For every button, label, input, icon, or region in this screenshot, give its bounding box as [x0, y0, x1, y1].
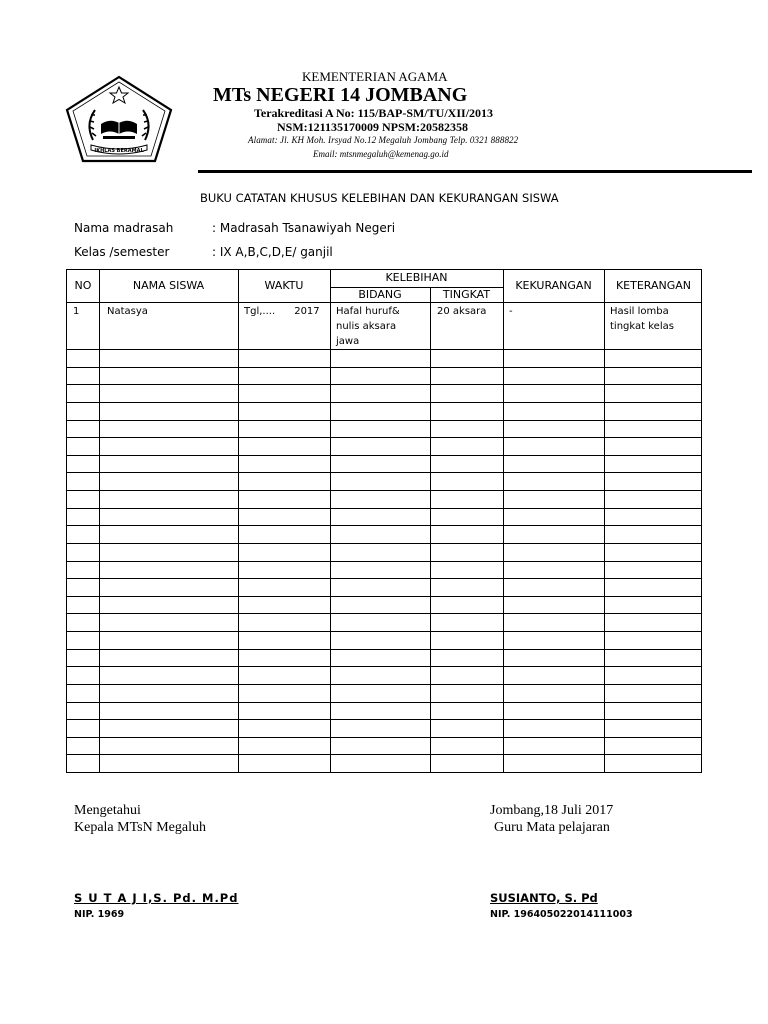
row-divider — [67, 420, 701, 421]
logo-motto-text: IKHLAS BERAMAL — [94, 148, 144, 154]
row-divider — [67, 649, 701, 650]
cell-waktu: Tgl,.... 2017 — [244, 306, 320, 317]
col-divider — [430, 287, 431, 772]
cell-bidang-line: nulis aksara — [336, 321, 397, 332]
header-no: NO — [74, 279, 92, 292]
row-divider — [67, 525, 701, 526]
row-divider — [67, 472, 701, 473]
accreditation-text: Terakreditasi A No: 115/BAP-SM/TU/XII/2013 — [254, 106, 494, 120]
cell-nama-siswa: Natasya — [107, 306, 148, 317]
header-kelebihan: KELEBIHAN — [385, 271, 448, 284]
cell-bidang-line: Hafal huruf& — [336, 306, 400, 317]
row-divider — [67, 737, 701, 738]
header-bottom-line — [67, 302, 701, 303]
cell-keterangan-line: tingkat kelas — [610, 321, 674, 332]
place-date-text: Jombang,18 Juli 2017 — [490, 803, 614, 818]
document-title: BUKU CATATAN KHUSUS KELEBIHAN DAN KEKURANGAN SISWA — [200, 191, 559, 205]
headmaster-name: S U T A J I,S. Pd. M.Pd — [74, 891, 239, 905]
ministry-emblem-logo — [63, 74, 175, 164]
cell-bidang-line: jawa — [336, 336, 360, 347]
teacher-name: SUSIANTO, S. Pd — [490, 891, 598, 905]
row-divider — [67, 719, 701, 720]
row-divider — [67, 702, 701, 703]
header-bidang: BIDANG — [358, 288, 402, 301]
cell-keterangan-line: Hasil lomba — [610, 306, 669, 317]
row-divider — [67, 561, 701, 562]
address-text: Alamat: Jl. KH Moh. Irsyad No.12 Megaluh Jombang Telp. 0321 888822 — [248, 135, 519, 145]
records-table — [66, 269, 702, 773]
col-divider — [503, 270, 504, 772]
teacher-nip: NIP. 196405022014111003 — [490, 909, 633, 920]
row-divider — [67, 349, 701, 350]
headmaster-title: Kepala MTsN Megaluh — [74, 820, 206, 835]
row-divider — [67, 455, 701, 456]
col-divider — [330, 270, 331, 772]
row-divider — [67, 754, 701, 755]
cell-kekurangan: - — [509, 306, 513, 317]
row-divider — [67, 508, 701, 509]
letterhead-divider — [198, 170, 752, 173]
headmaster-nip: NIP. 1969 — [74, 909, 125, 920]
row-divider — [67, 402, 701, 403]
row-divider — [67, 543, 701, 544]
row-divider — [67, 666, 701, 667]
row-divider — [67, 367, 701, 368]
email-text: Email: mtsnmegaluh@kemenag.go.id — [313, 149, 449, 159]
row-divider — [67, 684, 701, 685]
col-divider — [99, 270, 100, 772]
kelas-label: Kelas /semester — [74, 245, 170, 259]
row-divider — [67, 613, 701, 614]
header-keterangan: KETERANGAN — [615, 279, 692, 292]
row-divider — [67, 578, 701, 579]
cell-no: 1 — [73, 306, 80, 317]
cell-tingkat: 20 aksara — [437, 306, 487, 317]
ministry-name: KEMENTERIAN AGAMA — [302, 69, 448, 84]
kelas-value: : IX A,B,C,D,E/ ganjil — [212, 245, 333, 259]
row-divider — [67, 437, 701, 438]
header-nama-siswa: NAMA SISWA — [132, 279, 205, 292]
header-tingkat: TINGKAT — [442, 288, 491, 301]
col-divider — [604, 270, 605, 772]
mengetahui-text: Mengetahui — [74, 803, 141, 818]
header-kekurangan: KEKURANGAN — [515, 279, 592, 292]
cell-bidang — [336, 304, 400, 349]
row-divider — [67, 384, 701, 385]
header-waktu: WAKTU — [264, 279, 304, 292]
row-divider — [67, 596, 701, 597]
row-divider — [67, 631, 701, 632]
row-divider — [67, 490, 701, 491]
cell-keterangan — [610, 304, 674, 334]
teacher-title: Guru Mata pelajaran — [494, 820, 610, 835]
col-divider — [238, 270, 239, 772]
madrasah-value: : Madrasah Tsanawiyah Negeri — [212, 221, 396, 235]
madrasah-label: Nama madrasah — [74, 221, 174, 235]
nsm-npsm-text: NSM:121135170009 NPSM:20582358 — [277, 120, 468, 134]
school-name: MTs NEGERI 14 JOMBANG — [213, 84, 468, 106]
